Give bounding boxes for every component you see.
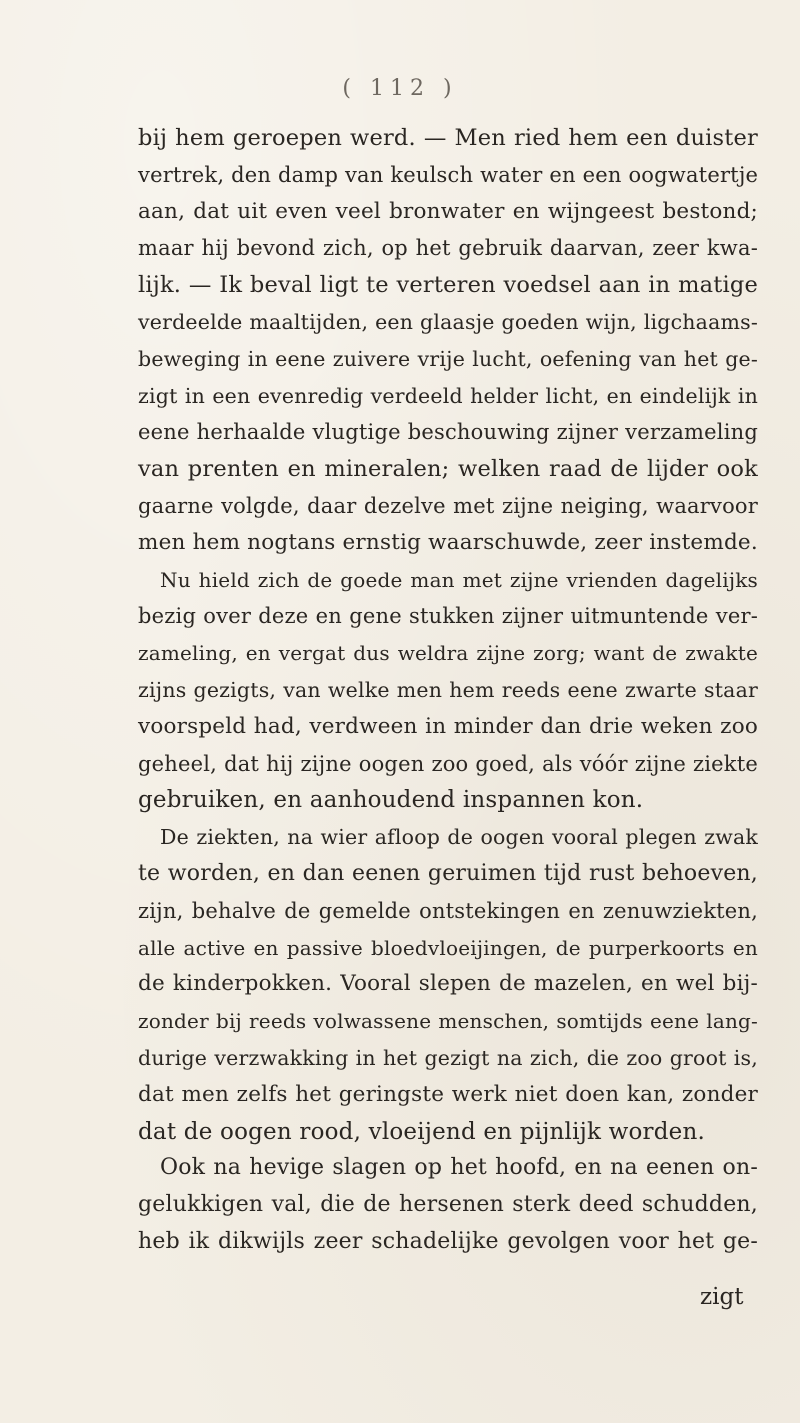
text-line: dat de oogen rood, vloeijend en pijnlijk worden. (138, 1118, 706, 1145)
text-line: zigt in een evenredig verdeeld helder licht, en eindelijk in (138, 383, 758, 408)
text-line: te worden, en dan eenen geruimen tijd rust behoeven, (138, 860, 758, 886)
text-line: geheel, dat hij zijne oogen zoo goed, als vóór zijne ziekte (138, 751, 758, 776)
text-line: gaarne volgde, daar dezelve met zijne neiging, waarvoor (138, 493, 758, 518)
text-line: aan, dat uit even veel bronwater en wijngeest bestond; (138, 198, 758, 224)
text-line: vertrek, den damp van keulsch water en een oogwatertje (138, 162, 759, 187)
body-text (138, 120, 758, 1261)
text-line: gebruiken, en aanhoudend inspannen kon. (138, 787, 644, 814)
text-line: Ook na hevige slagen op het hoofd, en na eenen on- (160, 1155, 758, 1181)
text-line: verdeelde maaltijden, een glaasje goeden wijn, ligchaams- (138, 309, 758, 334)
text-line: gelukkigen val, die de hersenen sterk deed schudden, (138, 1192, 758, 1218)
text-line: men hem nogtans ernstig waarschuwde, zeer instemde. (138, 529, 758, 555)
text-line: beweging in eene zuivere vrije lucht, oefening van het ge- (138, 346, 758, 371)
text-line: zijns gezigts, van welke men hem reeds eene zwarte staar (138, 677, 758, 702)
text-line: eene herhaalde vlugtige beschouwing zijner verzameling (138, 420, 758, 445)
page-number: ( 112 ) (342, 76, 458, 101)
text-line: maar hij bevond zich, op het gebruik daarvan, zeer kwa- (138, 236, 758, 261)
text-line: De ziekten, na wier afloop de oogen vooral plegen zwak (160, 825, 758, 850)
catchword: zigt (700, 1284, 744, 1310)
text-line: voorspeld had, verdween in minder dan drie weken zoo (138, 713, 758, 739)
text-line: zijn, behalve de gemelde ontstekingen en zenuwziekten, (138, 898, 758, 923)
text-line: zameling, en vergat dus weldra zijne zorg; want de zwakte (138, 641, 758, 666)
text-line: alle active en passive bloedvloeijingen, de purperkoorts en (138, 935, 758, 960)
text-line: heb ik dikwijls zeer schadelijke gevolgen voor het ge- (138, 1228, 758, 1254)
text-line: bij hem geroepen werd. — Men ried hem een duister (138, 125, 758, 151)
text-line: dat men zelfs het geringste werk niet doen kan, zonder (138, 1081, 758, 1107)
text-line: de kinderpokken. Vooral slepen de mazelen, en wel bij- (138, 971, 758, 997)
text-line: Nu hield zich de goede man met zijne vrienden dagelijks (160, 567, 758, 592)
text-line: durige verzwakking in het gezigt na zich, die zoo groot is, (138, 1045, 758, 1070)
text-line: bezig over deze en gene stukken zijner uitmuntende ver- (138, 604, 758, 629)
text-line: van prenten en mineralen; welken raad de lijder ook (138, 456, 758, 483)
text-line: lijk. — Ik beval ligt te verteren voedsel aan in matige (138, 272, 758, 299)
text-line: zonder bij reeds volwassene menschen, somtijds eene lang- (138, 1009, 758, 1034)
